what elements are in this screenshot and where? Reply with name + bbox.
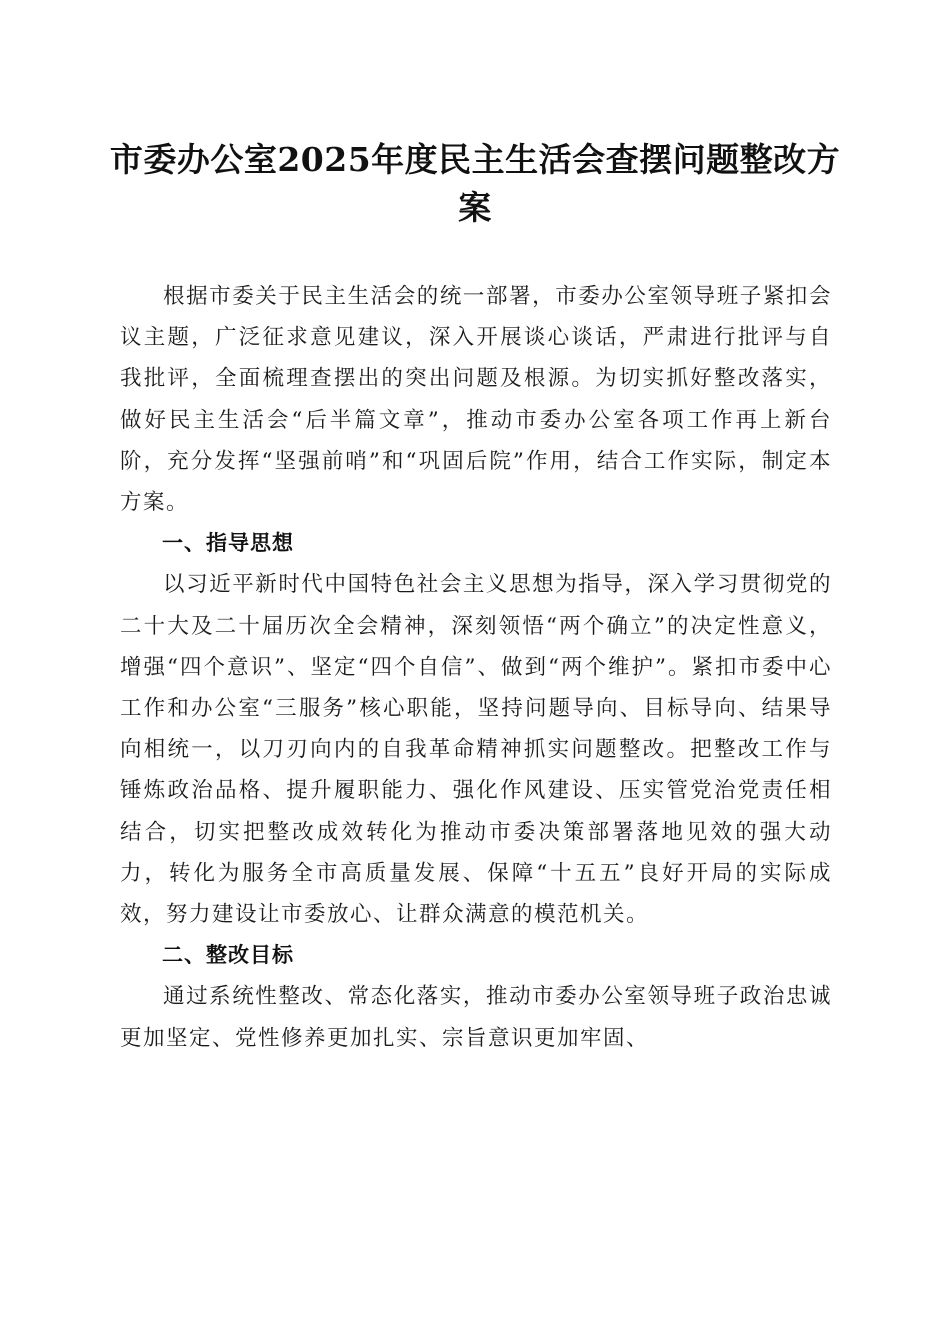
document-title: 市委办公室2025年度民主生活会查摆问题整改方案 <box>109 140 841 227</box>
section-paragraph-guiding-ideology: 以习近平新时代中国特色社会主义思想为指导，深入学习贯彻党的二十大及二十届历次全会精神，深刻领悟“两个确立”的决定性意义，增强“四个意识”、坚定“四个自信”、做到“两个维护”。紧扣市委中心工作和办公室“三服务”核心职能，坚持问题导向、目标导向、结果导向相统一，以刀刃向内的自我革命精神抓实问题整改。把整改工作与锤炼政治品格、提升履职能力、强化作风建设、压实管党治党责任相结合，切实把整改成效转化为推动市委决策部署落地见效的强大动力，转化为服务全市高质量发展、保障“十五五”良好开局的实际成效，努力建设让市委放心、让群众满意的模范机关。 <box>120 572 832 928</box>
intro-paragraph: 根据市委关于民主生活会的统一部署，市委办公室领导班子紧扣会议主题，广泛征求意见建议，深入开展谈心谈话，严肃进行批评与自我批评，全面梳理查摆出的突出问题及根源。为切实抓好整改落实，做好民主生活会“后半篇文章”，推动市委办公室各项工作再上新台阶，充分发挥“坚强前哨”和“巩固后院”作用，结合工作实际，制定本方案。 <box>120 284 832 516</box>
document-body <box>120 276 832 1059</box>
section-paragraph-rectification-goals: 通过系统性整改、常态化落实，推动市委办公室领导班子政治忠诚更加坚定、党性修养更加扎实、宗旨意识更加牢固、 <box>120 984 832 1051</box>
section-heading-guiding-ideology: 一、指导思想 <box>162 531 294 556</box>
section-heading-rectification-goals: 二、整改目标 <box>162 943 294 968</box>
